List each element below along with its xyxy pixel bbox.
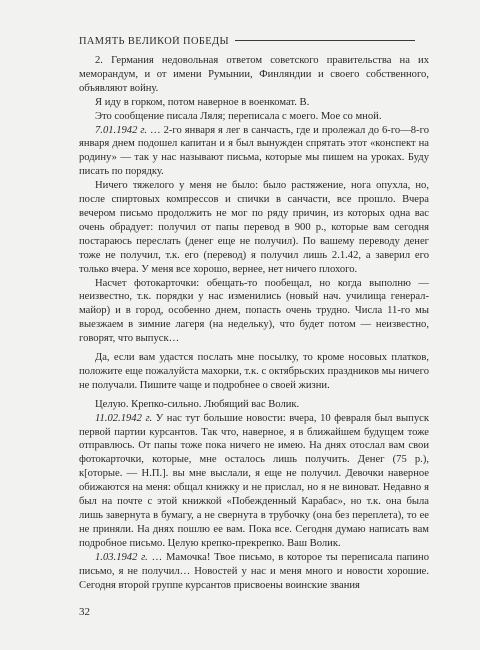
body-paragraph xyxy=(79,96,429,110)
paragraph-text: … 2-го января я лег в санчасть, где и пролежал до 6-го—8-го января днем подошел капитан и я был вынужден спрятать этот «конспект на родину» — так у нас называют письма, которые мы пишем на уроках. Буду писать по порядку. xyxy=(79,124,429,178)
entry-date: 11.02.1942 г. xyxy=(95,412,153,424)
header-rule xyxy=(235,40,415,41)
paragraph-text: Насчет фотокарточки: обещать-то пообещал, но когда выполню — неизвестно, т.к. порядки у нас изменились (новый нач. училища генерал-майор) и в город, особенно днем, попасть очень трудно. Числа 11-го мы выезжаем в зимние лагеря (на недельку), что будет потом — неизвестно, говорят, что выпуск… xyxy=(79,277,429,345)
entry-date: 7.01.1942 г. xyxy=(95,124,148,136)
paragraph-text: 2. Германия недовольная ответом советского правительства на их меморандум, и от имени Румынии, Финляндии и своего собственного, объявляют войну. xyxy=(79,55,429,94)
header-title: ПАМЯТЬ ВЕЛИКОЙ ПОБЕДЫ xyxy=(79,36,229,47)
body-paragraph xyxy=(79,277,429,347)
paragraph-text: Целую. Крепко-сильно. Любящий вас Волик. xyxy=(95,398,300,410)
paragraph-text: … Мамочка! Твое письмо, в которое ты переписала папино письмо, я не получил… Новостей у нас и меня много и новости хорошие. Сегодня второй группе курсантов присвоены воинские звания xyxy=(79,551,429,591)
body-paragraph xyxy=(79,551,429,593)
body-paragraph xyxy=(79,351,429,393)
body-paragraph xyxy=(79,179,429,276)
page-body xyxy=(79,54,429,592)
paragraph-text: Это сообщение писала Ляля; переписала с моего. Мое со мной. xyxy=(95,110,382,122)
paragraph-text: У нас тут большие новости: вчера, 10 февраля был выпуск первой партии курсантов. Так что, наверное, я в ближайшем будущем тоже отправлюсь. От папы тоже пока ничего не имею. На днях отослал вам свои фотокарточки, которые, мне осталось лишь получить. Денег (75 р.), к[оторые. — Н.П.]. вы мне выслали, я еще не получил. Девочки наверное обижаются на меня: общал книжку и не прислал, но я не виноват. Недавно я был на почте с этой книжкой «Побежденный Карабас», но т.к. она была лишь завернута в бумагу, а не свернута в трубочку (она без переплета), то ее не приняли. На днях пошлю ее вам. Пока все. Сегодня думаю написать вам подробное письмо. Целую крепко-прекрепко. Ваш Волик. xyxy=(79,412,429,549)
paragraph-text: Я иду в горком, потом наверное в военкомат. В. xyxy=(95,96,310,108)
page-number: 32 xyxy=(79,606,90,618)
paragraph-text: Да, если вам удастся послать мне посылку, то кроме носовых платков, положите еще пожалуйста махорки, т.к. с октябрьских праздников мы ничего не получали. Пишите чаще и подробнее о своей жизни. xyxy=(79,352,429,391)
entry-date: 1.03.1942 г. xyxy=(95,551,148,563)
body-paragraph xyxy=(79,412,429,551)
body-paragraph xyxy=(79,110,429,124)
body-paragraph xyxy=(79,54,429,96)
body-paragraph xyxy=(79,398,429,412)
body-paragraph xyxy=(79,124,429,180)
paragraph-text: Ничего тяжелого у меня не было: было растяжение, нога опухла, но, после спиртовых компрессов и спички в санчасти, все прошло. Вчера вечером письмо продолжить не мог по ряду причин, из которых одна вас очень обрадует: получил от папы перевод в 900 р., которые вам сегодня постараюсь переслать (денег еще не получил). По вашему переводу денег тоже не получил, т.к. его (перевод) я получил лишь 2.1.42, а заверил его только вчера. У меня все хорошо, вернее, нет ничего плохого. xyxy=(79,180,429,275)
running-header xyxy=(79,36,423,48)
